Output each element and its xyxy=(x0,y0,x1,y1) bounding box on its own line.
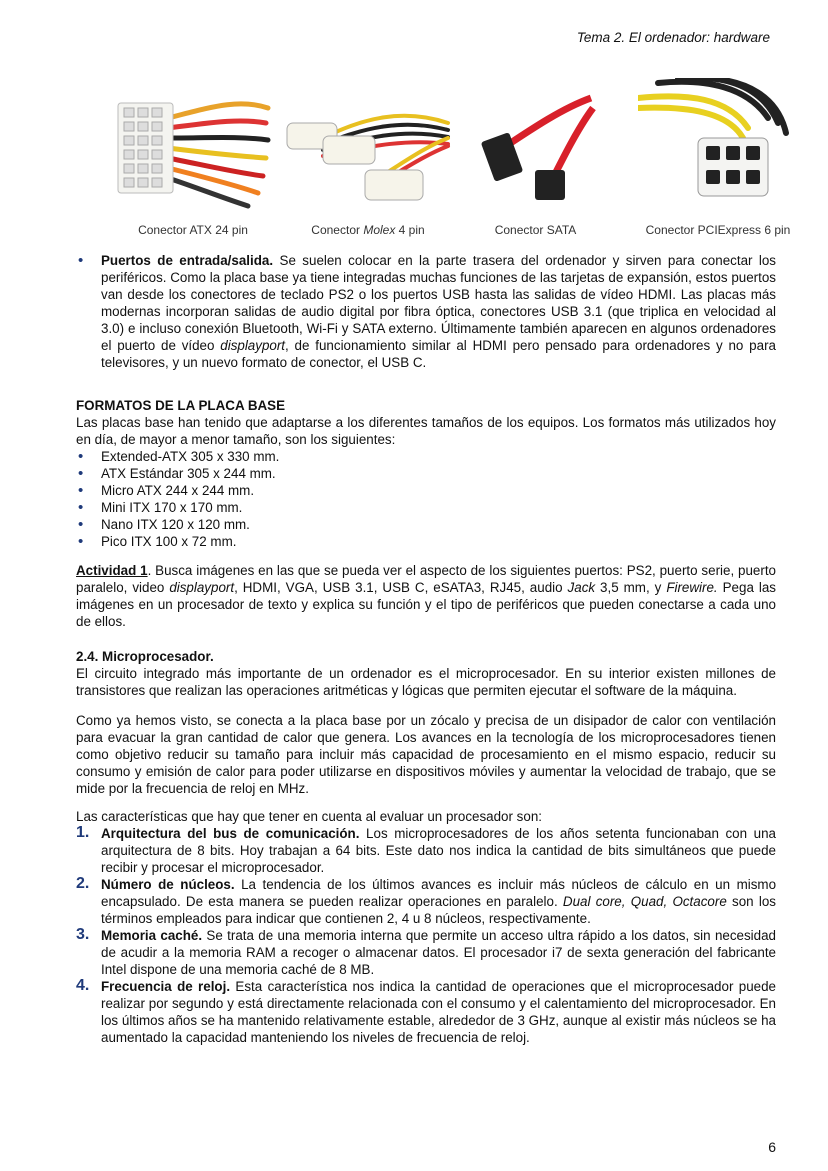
item-number: 3. xyxy=(76,926,90,943)
sata-connector-image xyxy=(473,78,598,218)
characteristics-list xyxy=(76,825,776,1046)
micro-characteristics-block xyxy=(76,808,776,1046)
molex-connector-image xyxy=(283,78,453,218)
item-number: 4. xyxy=(76,977,90,994)
sata-caption: Conector SATA xyxy=(494,223,577,237)
actividad-text-2: , HDMI, VGA, USB 3.1, USB C, eSATA3, RJ45, audio xyxy=(234,580,568,595)
micro-paragraph-2: Como ya hemos visto, se conecta a la placa base por un zócalo y precisa de un disipador de calor con ventilación para evacuar la gran cantidad de calor que genera. Los avances en la tecnología de los microprocesadores tienen como objetivo reducir su tamaño para incluir más capacidad de procesamiento en el mismo espacio, reducir su consumo y emisión de calor para poder utilizarse en dispositivos móviles y aumentar la velocidad de trabajo, que se mide por la frecuencia de reloj en MHz. xyxy=(76,713,776,796)
micro-paragraph-3: Las características que hay que tener en cuenta al evaluar un procesador son: xyxy=(76,809,542,824)
actividad-text-3: 3,5 mm, y xyxy=(595,580,667,595)
page-header: Tema 2. El ordenador: hardware xyxy=(576,30,770,45)
list-item xyxy=(76,927,776,978)
formatos-section xyxy=(76,397,776,550)
actividad-section xyxy=(76,562,776,630)
item-number: 2. xyxy=(76,875,90,892)
item-title: Arquitectura del bus de comunicación. xyxy=(101,826,360,841)
pcie-caption: Conector PCIExpress 6 pin xyxy=(645,223,791,237)
list-item: • Micro ATX 244 x 244 mm. xyxy=(76,482,776,499)
item-text: La tendencia de los últimos avances es incluir más núcleos de cálculo en un mismo encapsulado. De esta manera se pueden realizar operaciones en paralelo. xyxy=(101,877,777,909)
sata-figure xyxy=(473,78,598,243)
ports-text-1: Se suelen colocar en la parte trasera del ordenador y sirven para conectar los periféricos. Como la placa base ya tiene integradas muchas funciones de las tarjetas de expansión, estos puertos van desde los conectores de teclado PS2 o los puertos USB hasta las salidas de vídeo HDMI. Las placas más modernas incorporan salidas de audio digital por fibra óptica, conectores USB 3.1 (que triplica en velocidad al 3.0) e incluso conexión Bluetooth, Wi-Fi y SATA externo. Últimamente también aparecen en algunos ordenadores el puerto de vídeo xyxy=(101,253,777,353)
atx-24-pin-figure xyxy=(108,78,278,243)
molex-caption-pre: Conector xyxy=(311,223,364,237)
atx-caption: Conector ATX 24 pin xyxy=(138,223,248,237)
item-title: Frecuencia de reloj. xyxy=(101,979,231,994)
actividad-paragraph xyxy=(76,562,776,630)
actividad-label: Actividad 1 xyxy=(76,563,148,578)
ports-title: Puertos de entrada/salida. xyxy=(101,253,274,268)
item-text: Esta característica nos indica la cantidad de operaciones que el microprocesador puede realizar por segundo y está directamente relacionada con el consumo y el calentamiento del microprocesador. En los últimos años se ha mantenido relativamente estable, alrededor de 3 GHz, aunque al existir más núcleos se ha aumentado la capacidad manteniendo los niveles de frecuencia de reloj. xyxy=(101,979,776,1045)
list-item: • Nano ITX 120 x 120 mm. xyxy=(76,516,776,533)
list-item: • Extended-ATX 305 x 330 mm. xyxy=(76,448,776,465)
actividad-text-1: . Busca imágenes en las que se pueda ver el aspecto de los siguientes puertos: PS2, puerto serie, puerto paralelo, video xyxy=(76,563,776,595)
list-item: • ATX Estándar 305 x 244 mm. xyxy=(76,465,776,482)
formatos-heading: FORMATOS DE LA PLACA BASE xyxy=(76,398,286,413)
formatos-intro: Las placas base han tenido que adaptarse a los diferentes tamaños de los equipos. Los formatos más utilizados hoy en día, de mayor a menor tamaño, son los siguientes: xyxy=(76,415,776,447)
micro-paragraph-2-block xyxy=(76,712,776,797)
list-item xyxy=(76,978,776,1046)
molex-caption xyxy=(283,223,453,237)
page-number: 6 xyxy=(768,1139,776,1155)
molex-caption-post: 4 pin xyxy=(395,223,425,237)
item-text-2: son los términos empleados para indicar que contienen 2, 4 u 8 núcleos, respectivamente. xyxy=(101,894,776,926)
ports-bullet xyxy=(76,252,776,371)
micro-heading: 2.4. Microprocesador. xyxy=(76,649,214,664)
actividad-em-1: displayport xyxy=(169,580,235,595)
actividad-text-4: Pega las imágenes en un procesador de texto y explica su función y el tipo de periféricos que pueden conectarse a cada uno de ellos. xyxy=(76,580,776,629)
micro-paragraph-1: El circuito integrado más importante de un ordenador es el microprocesador. En su interior existen millones de transistores que realizan las operaciones aritméticas y lógicas que permiten ejecutar el software de la máquina. xyxy=(76,666,776,698)
item-text: Se trata de una memoria interna que permite un acceso ultra rápido a los datos, sin necesidad de acudir a la memoria RAM a recoger o almacenar datos. El procesador i7 de sexta generación del fabricante Intel dispone de una memoria caché de 8 MB. xyxy=(101,928,776,977)
formatos-list xyxy=(76,448,776,550)
microprocesador-section xyxy=(76,648,776,699)
pciexpress-6-pin-figure xyxy=(638,78,798,243)
list-item: • Mini ITX 170 x 170 mm. xyxy=(76,499,776,516)
item-text: Los microprocesadores de los años setenta funcionaban con una arquitectura de 8 bits. Hoy trabajan a 64 bits. Este dato nos indica la cantidad de bits simultáneos que puede recibir y procesar el microprocesador. xyxy=(101,826,776,875)
ports-section xyxy=(76,252,776,371)
item-em: Dual core, Quad, Octacore xyxy=(562,894,727,909)
item-title: Número de núcleos. xyxy=(101,877,235,892)
ports-text-2: , de funcionamiento similar al HDMI pero pensado para ordenadores y no para televisores, y un nuevo formato de conector, el USB C. xyxy=(101,338,776,370)
list-item xyxy=(76,825,776,876)
item-title: Memoria caché. xyxy=(101,928,203,943)
molex-4-pin-figure xyxy=(283,78,453,243)
ports-em: displayport xyxy=(220,338,286,353)
atx-connector-image xyxy=(108,78,278,218)
item-number: 1. xyxy=(76,824,90,841)
list-item: • Pico ITX 100 x 72 mm. xyxy=(76,533,776,550)
connector-figures xyxy=(108,78,798,243)
pcie-connector-image xyxy=(638,78,798,218)
actividad-em-2: Jack xyxy=(567,580,596,595)
actividad-em-3: Firewire. xyxy=(666,580,718,595)
list-item xyxy=(76,876,776,927)
molex-caption-em: Molex xyxy=(363,223,396,237)
